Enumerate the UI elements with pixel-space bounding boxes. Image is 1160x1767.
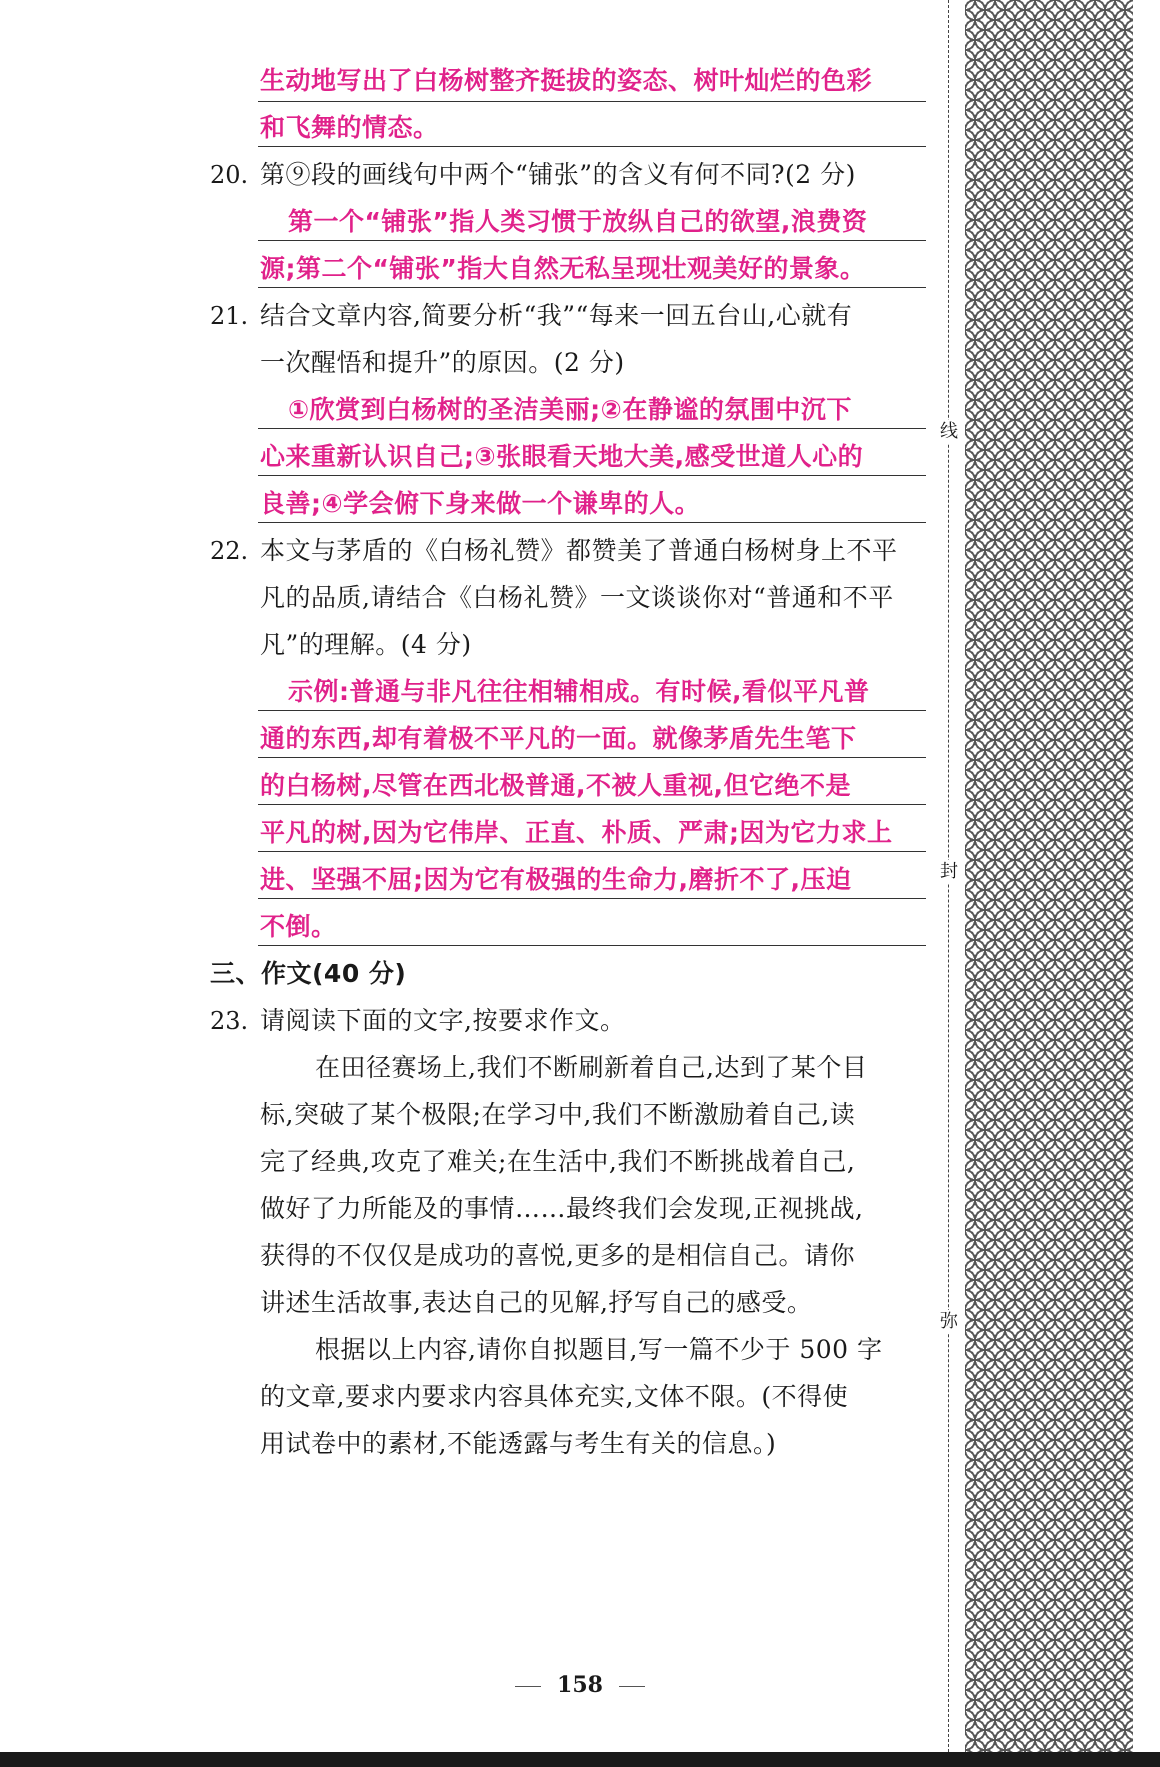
answer-underline	[258, 240, 926, 241]
q23-requirement-line-3: 用试卷中的素材,不能透露与考生有关的信息。)	[260, 1429, 777, 1458]
q23-passage-line-2: 标,突破了某个极限;在学习中,我们不断激励着自己,读	[260, 1100, 856, 1129]
page-number-text: 158	[557, 1672, 603, 1698]
q21-question-line-2: 一次醒悟和提升”的原因。(2 分)	[260, 348, 625, 377]
section-title: 三、作文(40 分)	[210, 959, 407, 988]
q23-question: 请阅读下面的文字,按要求作文。	[260, 1006, 626, 1035]
q22-answer-line-4: 平凡的树,因为它伟岸、正直、朴质、严肃;因为它力求上	[260, 818, 893, 847]
q23-requirement-line-2: 的文章,要求内要求内容具体充实,文体不限。(不得使	[260, 1382, 849, 1411]
answer-underline	[258, 945, 926, 946]
q19-answer-line-1: 生动地写出了白杨树整齐挺拔的姿态、树叶灿烂的色彩	[260, 66, 873, 95]
q20-answer-line-1: 第一个“铺张”指人类习惯于放纵自己的欲望,浪费资	[288, 207, 868, 236]
q22-answer-line-5: 进、坚强不屈;因为它有极强的生命力,磨折不了,压迫	[260, 865, 852, 894]
q20-question: 第⑨段的画线句中两个“铺张”的含义有何不同?(2 分)	[260, 160, 856, 189]
margin-char-feng: 封	[940, 861, 958, 882]
answer-underline	[258, 522, 926, 523]
bottom-bar	[0, 1752, 1160, 1767]
margin-char-mi: 弥	[940, 1311, 958, 1332]
q23-passage-line-6: 讲述生活故事,表达自己的见解,抒写自己的感受。	[260, 1288, 813, 1317]
q22-question-line-1: 本文与茅盾的《白杨礼赞》都赞美了普通白杨树身上不平	[260, 536, 898, 565]
q19-answer-line-2: 和飞舞的情态。	[260, 113, 439, 142]
q23-passage-line-5: 获得的不仅仅是成功的喜悦,更多的是相信自己。请你	[260, 1241, 855, 1270]
page-number-dash	[515, 1686, 541, 1687]
answer-underline	[258, 851, 926, 852]
q22-answer-line-3: 的白杨树,尽管在西北极普通,不被人重视,但它绝不是	[260, 771, 851, 800]
answer-underline	[258, 428, 926, 429]
answer-underline	[258, 898, 926, 899]
q23-passage-line-4: 做好了力所能及的事情……最终我们会发现,正视挑战,	[260, 1194, 864, 1223]
q22-number: 22.	[210, 537, 249, 565]
answer-underline	[258, 710, 926, 711]
q22-question-line-3: 凡”的理解。(4 分)	[260, 630, 472, 659]
q20-answer-line-2: 源;第二个“铺张”指大自然无私呈现壮观美好的景象。	[260, 254, 866, 283]
answer-underline	[258, 287, 926, 288]
q22-answer-line-2: 通的东西,却有着极不平凡的一面。就像茅盾先生笔下	[260, 724, 857, 753]
answer-underline	[258, 475, 926, 476]
margin-char-xian: 线	[940, 421, 958, 442]
q21-answer-line-2: 心来重新认识自己;③张眼看天地大美,感受世道人心的	[260, 442, 864, 471]
margin-pattern	[965, 0, 1133, 1752]
q20-number: 20.	[210, 161, 249, 189]
q22-answer-line-1: 示例:普通与非凡往往相辅相成。有时候,看似平凡普	[288, 677, 870, 706]
q21-answer-line-3: 良善;④学会俯下身来做一个谦卑的人。	[260, 489, 701, 518]
q21-answer-line-1: ①欣赏到白杨树的圣洁美丽;②在静谧的氛围中沉下	[288, 395, 852, 424]
q22-question-line-2: 凡的品质,请结合《白杨礼赞》一文谈谈你对“普通和不平	[260, 583, 894, 612]
q23-number: 23.	[210, 1007, 249, 1035]
answer-underline	[258, 804, 926, 805]
answer-underline	[258, 146, 926, 147]
q23-passage-line-3: 完了经典,攻克了难关;在生活中,我们不断挑战着自己,	[260, 1147, 856, 1176]
page-number-dash	[619, 1686, 645, 1687]
q21-number: 21.	[210, 302, 249, 330]
q23-requirement-line-1: 根据以上内容,请你自拟题目,写一篇不少于 500 字	[315, 1335, 883, 1364]
q22-answer-line-6: 不倒。	[260, 912, 337, 941]
q21-question-line-1: 结合文章内容,简要分析“我”“每来一回五台山,心就有	[260, 301, 853, 330]
q23-passage-line-1: 在田径赛场上,我们不断刷新着自己,达到了某个目	[315, 1053, 868, 1082]
answer-underline	[258, 101, 926, 102]
answer-underline	[258, 757, 926, 758]
page-number	[0, 1672, 1160, 1698]
